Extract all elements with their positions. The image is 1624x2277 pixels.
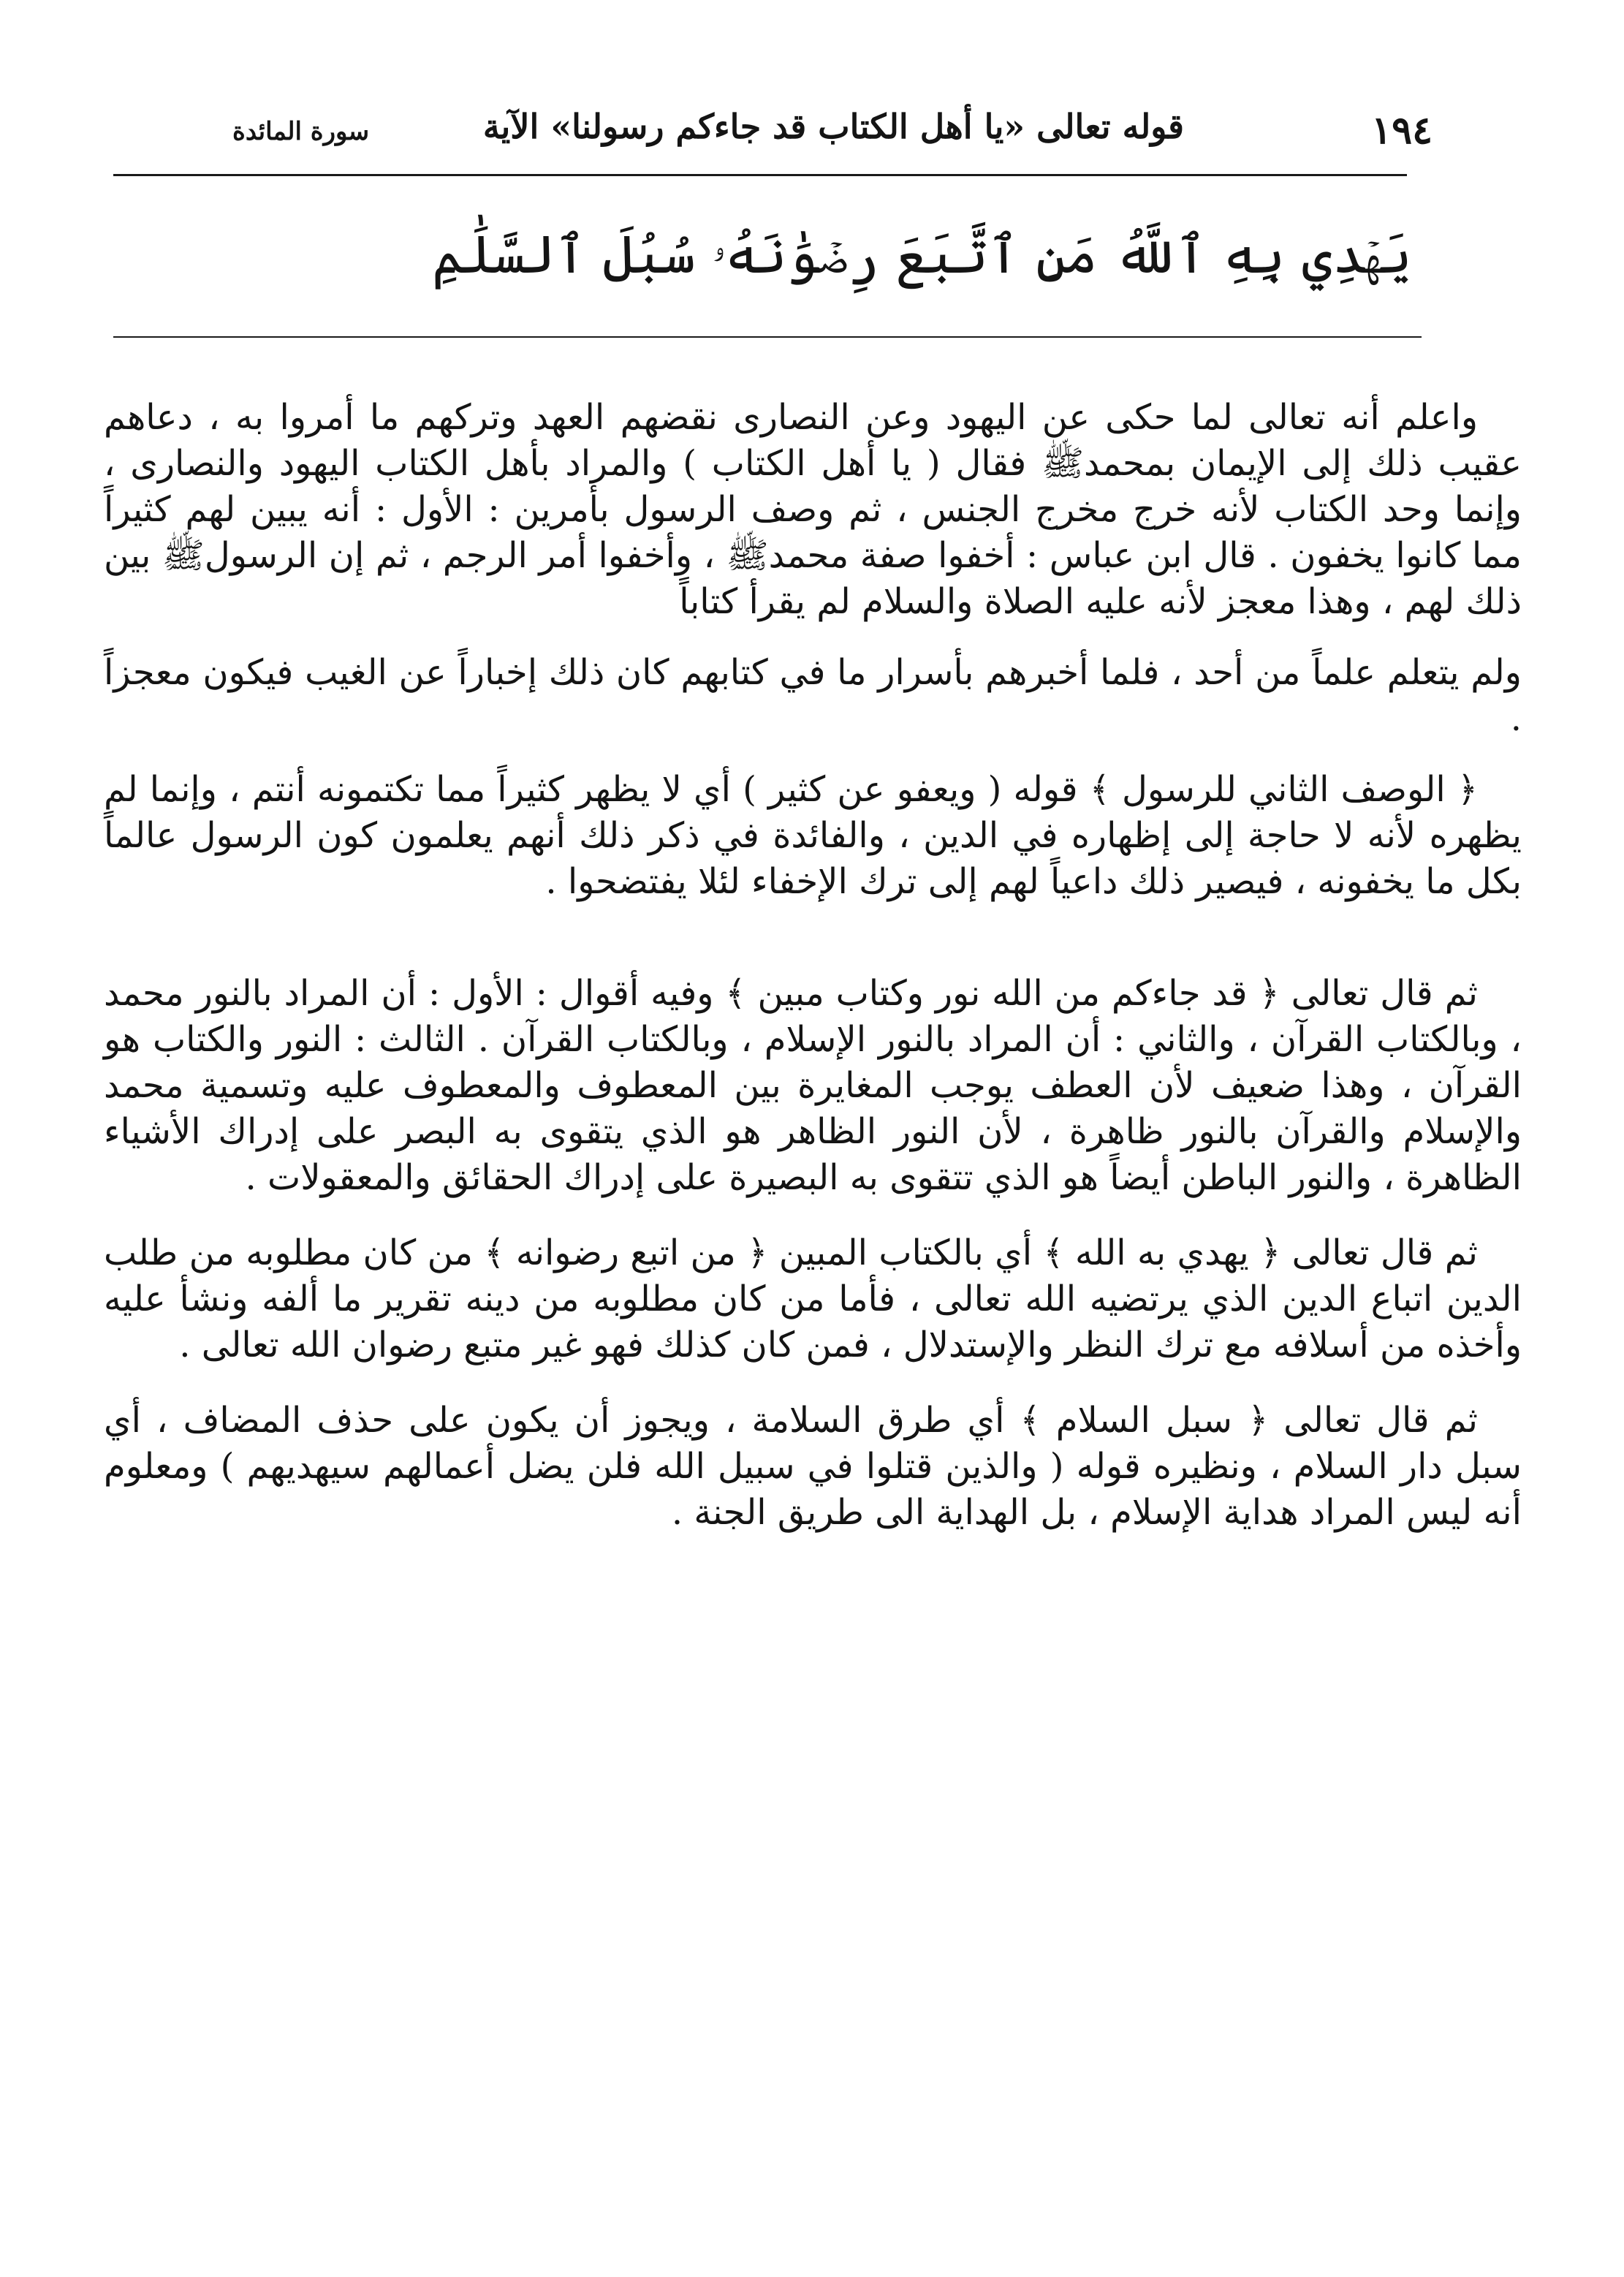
running-header [232, 102, 1433, 161]
paragraph: ثم قال تعالى ﴿ سبل السلام ﴾ أي طرق السلامة ، ويجوز أن يكون على حذف المضاف ، أي سبل دار السلام ، ونظيره قوله ( والذين قتلوا في سبيل الله فلن يضل أعمالهم سيهديهم ) ومعلوم أنه ليس المراد هداية الإسلام ، بل الهداية الى طريق الجنة . [104, 1400, 1522, 1533]
verse-divider [113, 336, 1422, 338]
page-number: ١٩٤ [1371, 108, 1433, 153]
header-title: قوله تعالى «يا أهل الكتاب قد جاءكم رسولنا» الآية [482, 107, 1184, 146]
paragraph: ثم قال تعالى ﴿ يهدي به الله ﴾ أي بالكتاب المبين ﴿ من اتبع رضوانه ﴾ من كان مطلوبه من طلب الدين اتباع الدين الذي يرتضيه الله تعالى ، فأما من كان مطلوبه من دينه تقرير ما ألفه ونشأ عليه وأخذه من أسلافه مع ترك النظر والإستدلال ، فمن كان كذلك فهو غير متبع رضوان الله تعالى . [104, 1232, 1522, 1365]
paragraph: ولم يتعلم علماً من أحد ، فلما أخبرهم بأسرار ما في كتابهم كان ذلك إخباراً عن الغيب فيكون معجزاً . [104, 652, 1522, 739]
paragraph: ﴿ الوصف الثاني للرسول ﴾ قوله ( ويعفو عن كثير ) أي لا يظهر كثيراً مما تكتمونه أنتم ، وإنما لم يظهره لأنه لا حاجة إلى إظهاره في الدين ، والفائدة في ذكر ذلك أنهم يعلمون كون الرسول عالماً بكل ما يخفونه ، فيصير ذلك داعياً لهم إلى ترك الإخفاء لئلا يفتضحوا . [104, 769, 1522, 902]
commentary-body [104, 395, 1522, 1536]
paragraph: ثم قال تعالى ﴿ قد جاءكم من الله نور وكتاب مبين ﴾ وفيه أقوال : الأول : أن المراد بالنور محمد ، وبالكتاب القرآن ، والثاني : أن المراد بالنور الإسلام ، وبالكتاب القرآن . الثالث : النور والكتاب هو القرآن ، وهذا ضعيف لأن العطف يوجب المغايرة بين المعطوف والمعطوف عليه وتسمية محمد والإسلام والقرآن بالنور ظاهرة ، لأن النور الظاهر هو الذي يتقوى به البصر على إدراك الأشياء الظاهرة ، والنور الباطن أيضاً هو الذي تتقوى به البصيرة على إدراك الحقائق والمعقولات . [104, 973, 1522, 1198]
header-divider [113, 174, 1407, 176]
quran-verse: يَهۡدِي بِهِ ٱللَّهُ مَنِ ٱتَّبَعَ رِضۡوَٰنَهُۥ سُبُلَ ٱلسَّلَٰمِ [432, 224, 1412, 285]
paragraph: واعلم أنه تعالى لما حكى عن اليهود وعن النصارى نقضهم العهد وتركهم ما أمروا به ، دعاهم عقيب ذلك إلى الإيمان بمحمدﷺ فقال ( يا أهل الكتاب ) والمراد بأهل الكتاب اليهود والنصارى ، وإنما وحد الكتاب لأنه خرج مخرج الجنس ، ثم وصف الرسول بأمرين : الأول : أنه يبين لهم كثيراً مما كانوا يخفون . قال ابن عباس : أخفوا صفة محمدﷺ ، وأخفوا أمر الرجم ، ثم إن الرسولﷺ بين ذلك لهم ، وهذا معجز لأنه عليه الصلاة والسلام لم يقرأ كتاباً [104, 397, 1522, 622]
surah-name: سورة المائدة [232, 117, 370, 146]
